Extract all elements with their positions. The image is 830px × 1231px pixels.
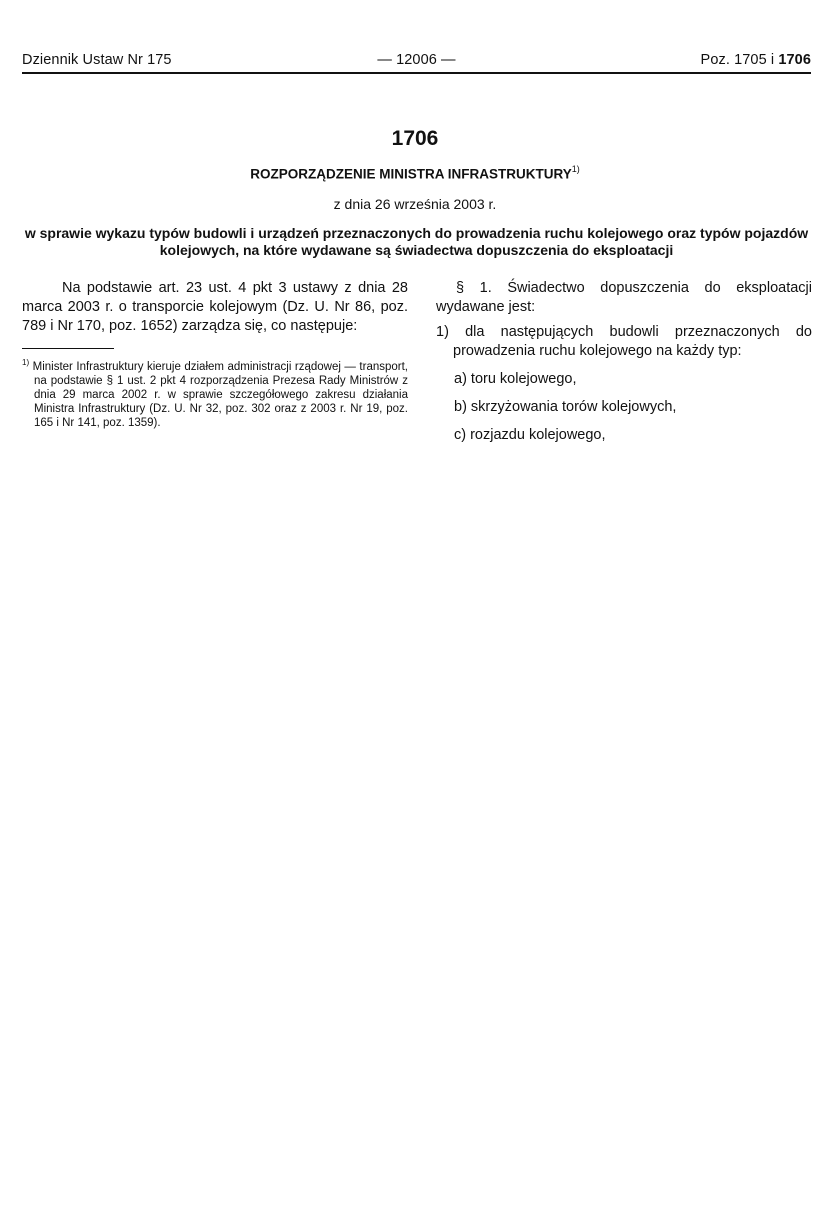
footnote-text: Minister Infrastruktury kieruje działem administracji rządowej — transport, na podstawie § 1 ust. 2 pkt 4 rozporządzenia Prezesa Rady Ministrów z dnia 29 marca 2002 r. w sprawie szczegółowego zakresu działania Ministra Infrastruktury (Dz. U. Nr 32, poz. 302 oraz z 2003 r. Nr 19, poz. 165 i Nr 141, poz. 1359). [32,360,408,429]
position-current: 1706 [778,52,811,68]
left-column [22,279,408,441]
footnote [22,356,408,430]
position-reference [701,52,811,68]
sub-item-c: c) rozjazdu kolejowego, [454,427,606,443]
page-number: — 12006 — [377,52,456,68]
act-type [0,165,830,182]
footnote-divider [22,348,114,349]
position-prefix: Poz. 1705 i [700,52,779,68]
act-type-text: ROZPORZĄDZENIE MINISTRA INFRASTRUKTURY [250,166,572,182]
list-item-1: 1) dla następujących budowli przeznaczonych do prowadzenia ruchu kolejowego na każdy typ: [436,324,812,359]
sub-item-a: a) toru kolejowego, [454,371,577,387]
sub-item-b: b) skrzyżowania torów kolejowych, [454,399,677,415]
right-column [436,279,812,445]
act-type-footnote-marker: 1) [571,164,580,174]
act-number: 1706 [391,127,439,150]
footnote-marker: 1) [22,358,30,367]
section-1: § 1. Świadectwo dopuszczenia do eksploatacji wydawane jest: [436,280,812,315]
journal-name: Dziennik Ustaw Nr 175 [22,52,172,68]
preamble: Na podstawie art. 23 ust. 4 pkt 3 ustawy z dnia 28 marca 2003 r. o transporcie kolejowym (Dz. U. Nr 86, poz. 789 i Nr 170, poz. 1652) zarządza się, co następuje: [22,280,408,334]
act-date: z dnia 26 września 2003 r. [333,196,497,212]
running-header [22,52,811,72]
header-divider [22,72,811,74]
act-title: w sprawie wykazu typów budowli i urządzeń przeznaczonych do prowadzenia ruchu kolejowego oraz typów pojazdów kolejowych, na które wydawane są świadectwa dopuszczenia do eksploatacji [24,225,809,258]
